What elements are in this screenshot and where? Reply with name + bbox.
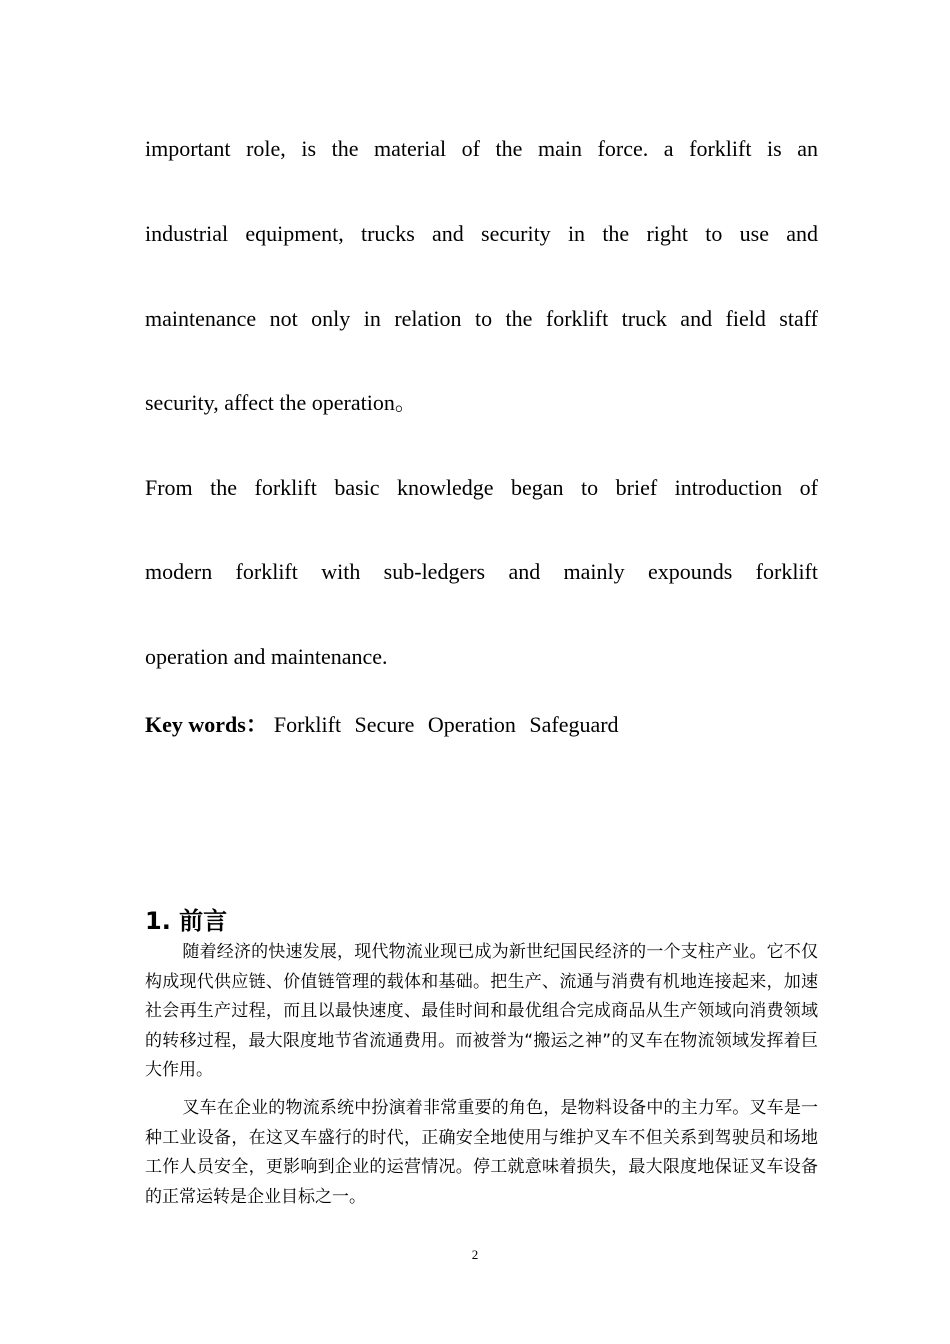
abstract-line-1: important role, is the material of the main force. a forklift is an	[145, 136, 818, 161]
keywords-values: Forklift Secure Operation Safeguard	[273, 712, 619, 737]
abstract-line-7: operation and maintenance.	[145, 644, 388, 669]
abstract-line-6: modern forklift with sub-ledgers and mainly expounds forklift	[145, 559, 818, 584]
section-heading: 1. 前言	[145, 907, 228, 935]
abstract-line-3: maintenance not only in relation to the forklift truck and field staff	[145, 306, 818, 331]
page-number: 2	[471, 1247, 479, 1262]
keywords-label: Key words：	[145, 712, 268, 737]
section-paragraph-2: 叉车在企业的物流系统中扮演着非常重要的角色，是物料设备中的主力军。叉车是一种工业设备，在这叉车盛行的时代，正确安全地使用与维护叉车不但关系到驾驶员和场地工作人员安全，更影响到企业的运营情况。停工就意味着损失，最大限度地保证叉车设备的正常运转是企业目标之一。	[145, 1098, 818, 1207]
keywords-line	[145, 710, 619, 740]
abstract-line-2: industrial equipment, trucks and security in the right to use and	[145, 221, 818, 246]
section-paragraph-1: 随着经济的快速发展，现代物流业现已成为新世纪国民经济的一个支柱产业。它不仅构成现代供应链、价值链管理的载体和基础。把生产、流通与消费有机地连接起来，加速社会再生产过程，而且以最快速度、最佳时间和最优组合完成商品从生产领域向消费领域的转移过程，最大限度地节省流通费用。而被誉为“搬运之神”的叉车在物流领域发挥着巨大作用。	[145, 942, 818, 1080]
abstract-line-5: From the forklift basic knowledge began to brief introduction of	[145, 475, 818, 500]
abstract-line-4: security, affect the operation。	[145, 390, 417, 415]
